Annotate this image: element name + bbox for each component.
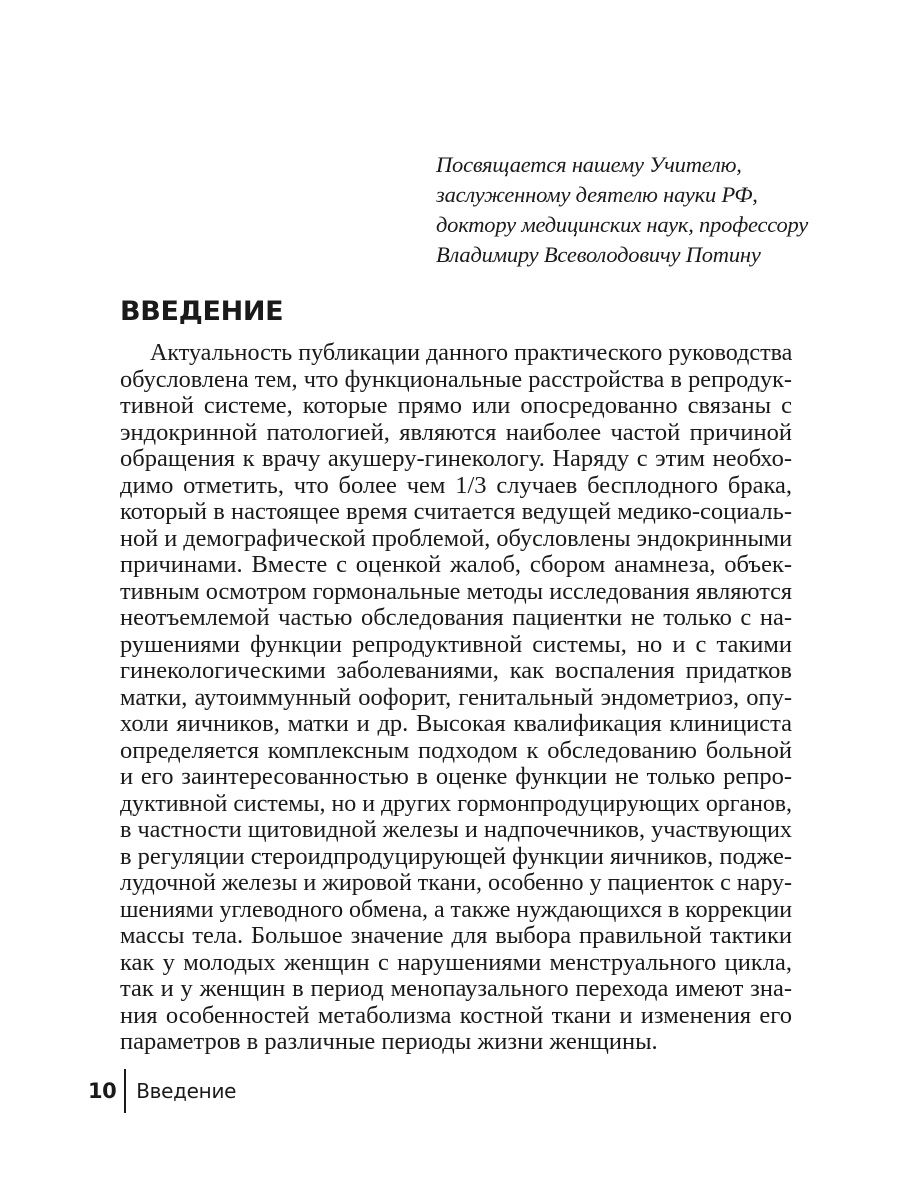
body-line: обусловлена тем, что функциональные расстройства в репродук-	[120, 365, 792, 393]
dedication-line: Посвящается нашему Учителю,	[436, 152, 742, 177]
body-line: тивной системе, которые прямо или опосредованно связаны с	[120, 392, 792, 419]
body-line: эндокринной патологией, являются наиболее частой причиной	[120, 418, 792, 446]
body-line: тивным осмотром гормональные методы исследования являются	[120, 577, 792, 605]
body-line: ния особенностей метаболизма костной ткани и изменения его	[120, 1001, 792, 1029]
body-line: в частности щитовидной железы и надпочечников, участвующих	[120, 816, 793, 843]
page-number: 10	[88, 1079, 117, 1103]
body-line: ной и демографической проблемой, обусловлены эндокринными	[120, 524, 793, 552]
body-line: причинами. Вместе с оценкой жалоб, сбором анамнеза, объек-	[120, 551, 792, 578]
dedication	[436, 150, 876, 270]
dedication-line: Владимиру Всеволодовичу Потину	[436, 242, 761, 267]
body-line: который в настоящее время считается ведущей медико-социаль-	[120, 498, 792, 525]
body-paragraph	[120, 340, 792, 1056]
body-line: рушениями функции репродуктивной системы, но и с такими	[120, 630, 792, 658]
dedication-line: доктору медицинских наук, профессору	[436, 212, 809, 237]
dedication-line: заслуженному деятелю науки РФ,	[436, 182, 758, 207]
body-line: гинекологическими заболеваниями, как воспаления придатков	[120, 657, 792, 684]
body-line: так и у женщин в период менопаузального перехода имеют зна-	[120, 975, 792, 1002]
body-line: определяется комплексным подходом к обследованию больной	[120, 736, 792, 764]
body-line: Актуальность публикации данного практического руководства	[150, 340, 793, 366]
footer-divider	[124, 1069, 126, 1113]
body-line: холи яичников, матки и др. Высокая квалификация клинициста	[120, 710, 792, 737]
body-line: в регуляции стероидпродуцирующей функции яичников, подже-	[120, 842, 792, 870]
body-line: матки, аутоиммунный оофорит, генитальный эндометриоз, опу-	[120, 683, 792, 711]
body-line: массы тела. Большое значение для выбора правильной тактики	[120, 922, 792, 949]
body-line: шениями углеводного обмена, а также нуждающихся в коррекции	[120, 896, 793, 923]
page-footer	[88, 1068, 236, 1114]
body-line: и его заинтересованностью в оценке функции не только репро-	[120, 763, 792, 790]
body-line: неотъемлемой частью обследования пациентки не только с на-	[120, 604, 792, 631]
body-line: параметров в различные периоды жизни женщины.	[120, 1028, 658, 1055]
body-line: как у молодых женщин с нарушениями менструального цикла,	[120, 948, 792, 976]
running-title: Введение	[136, 1079, 237, 1103]
section-heading: ВВЕДЕНИЕ	[120, 296, 284, 327]
body-line: дуктивной системы, но и других гормонпродуцирующих органов,	[120, 790, 792, 817]
body-line: обращения к врачу акушеру-гинекологу. Наряду с этим необхо-	[120, 445, 792, 472]
body-line: димо отметить, что более чем 1/3 случаев бесплодного брака,	[120, 471, 792, 499]
body-line: лудочной железы и жировой ткани, особенно у пациенток с нару-	[120, 870, 793, 896]
